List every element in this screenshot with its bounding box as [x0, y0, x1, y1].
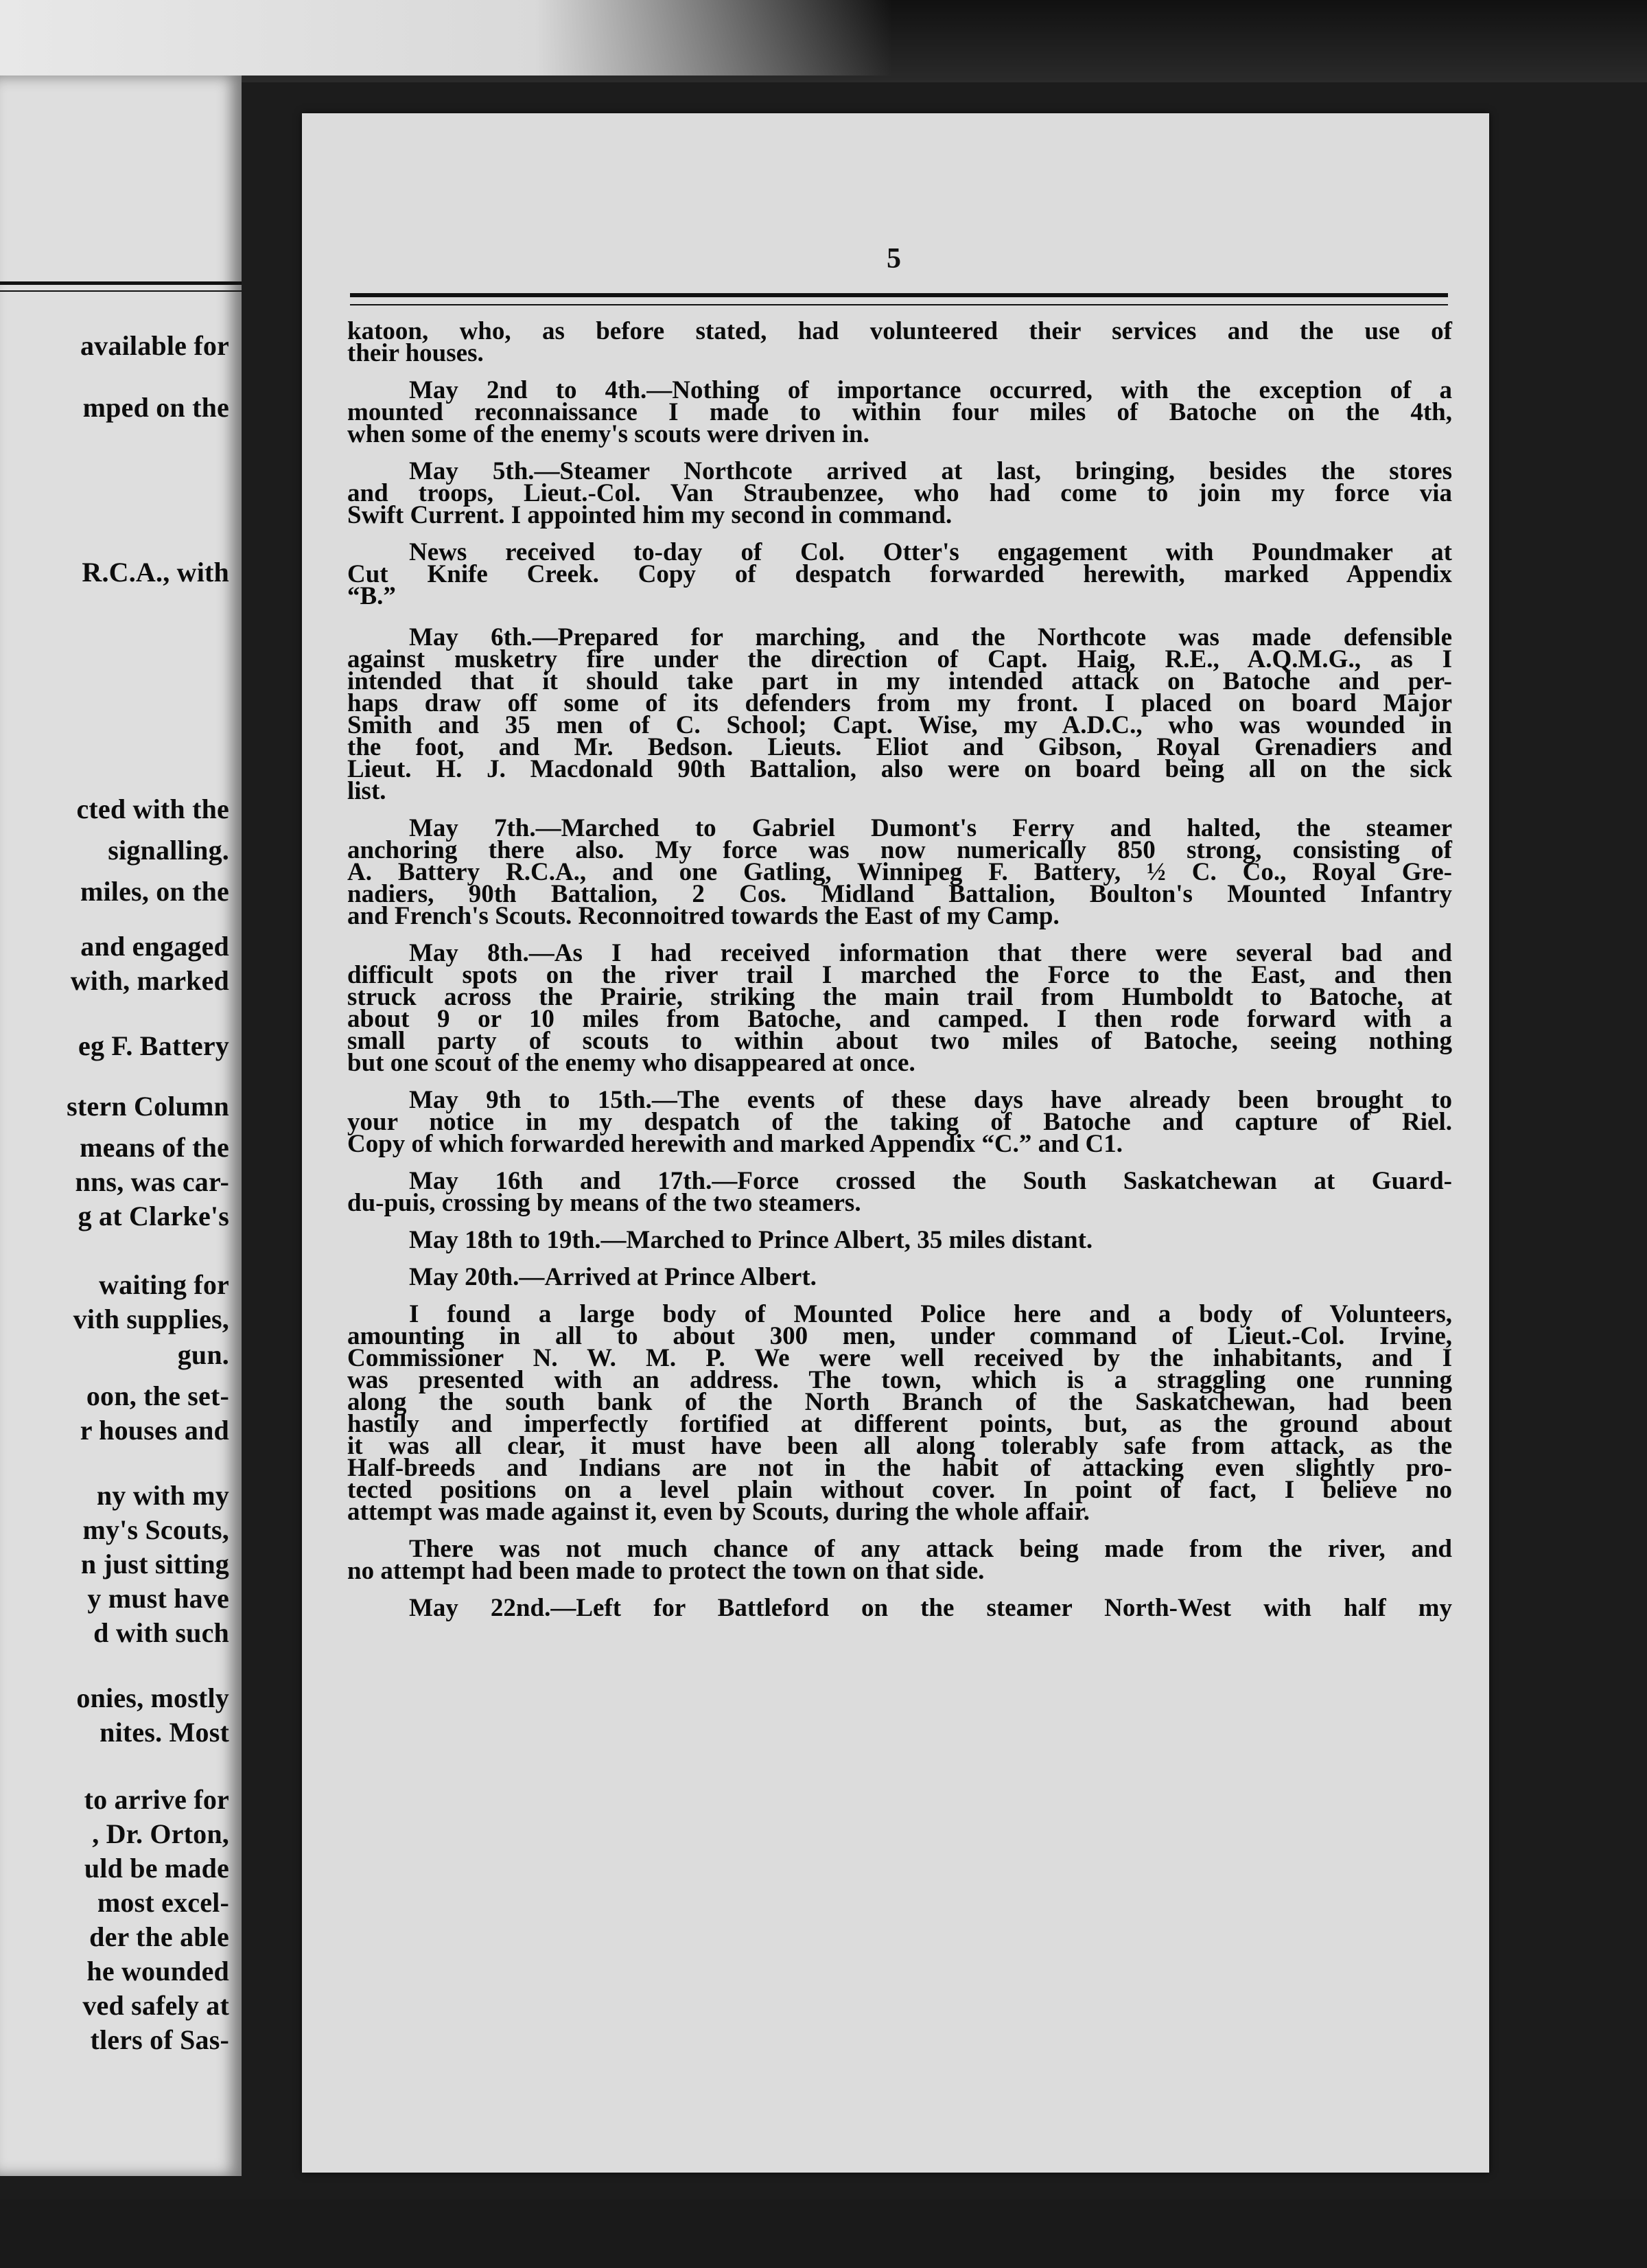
left-line: d with such — [93, 1617, 229, 1648]
text-line: attempt was made against it, even by Scouts, during the whole affair. — [347, 1498, 1090, 1526]
left-line: n just sitting — [80, 1549, 229, 1579]
left-line: waiting for — [99, 1269, 229, 1300]
left-line: available for — [80, 330, 229, 361]
left-line: stern Column — [67, 1091, 229, 1122]
text-line: Swift Current. I appointed him my second in command. — [347, 501, 953, 529]
text-line: nadiers, 90th Battalion, 2 Cos. Midland Battalion, Boulton's Mounted Infantry — [347, 880, 1452, 908]
text-line: about 9 or 10 miles from Batoche, and camped. I then rode forward with a — [347, 1005, 1452, 1033]
left-line: he wounded — [86, 1956, 229, 1987]
text-line: struck across the Prairie, striking the main trail from Humboldt to Batoche, at — [347, 983, 1452, 1011]
text-line: Copy of which forwarded herewith and marked Appendix “C.” and C1. — [347, 1130, 1123, 1158]
text-line: Commissioner N. W. M. P. We were well received by the inhabitants, and I — [347, 1344, 1452, 1372]
text-line: no attempt had been made to protect the town on that side. — [347, 1557, 985, 1585]
left-line: means of the — [80, 1132, 229, 1163]
text-line: small party of scouts to within about two miles of Batoche, seeing nothing — [347, 1027, 1452, 1055]
left-line: r houses and — [80, 1415, 229, 1446]
left-line: nns, was car- — [75, 1166, 229, 1197]
left-line: miles, on the — [80, 876, 229, 907]
left-line: with, marked — [70, 965, 229, 996]
text-line: was presented with an address. The town, which is a straggling one running — [347, 1366, 1452, 1394]
left-line: R.C.A., with — [82, 557, 229, 588]
left-line: y must have — [87, 1583, 229, 1614]
page-edge-top — [0, 0, 892, 76]
text-line: May 6th.—Prepared for marching, and the Northcote was made defensible — [409, 623, 1452, 651]
left-line: to arrive for — [84, 1784, 229, 1815]
text-line: May 22nd.—Left for Battleford on the steamer North-West with half my — [409, 1594, 1452, 1622]
text-line: it was all clear, it must have been all along tolerably safe from attack, as the — [347, 1432, 1452, 1460]
text-line: Smith and 35 men of C. School; Capt. Wise, my A.D.C., who was wounded in — [347, 711, 1452, 739]
text-line: May 5th.—Steamer Northcote arrived at last, bringing, besides the stores — [409, 457, 1452, 485]
left-line: mped on the — [82, 392, 229, 423]
text-line: the foot, and Mr. Bedson. Lieuts. Eliot and Gibson, Royal Grenadiers and — [347, 733, 1452, 761]
left-line: uld be made — [84, 1853, 229, 1884]
left-page-fragment — [0, 76, 242, 2176]
text-line: list. — [347, 777, 386, 805]
text-line: There was not much chance of any attack being made from the river, and — [409, 1535, 1452, 1563]
text-line: Half-breeds and Indians are not in the habit of attacking even slightly pro- — [347, 1454, 1452, 1482]
text-line: when some of the enemy's scouts were driven in. — [347, 420, 869, 448]
left-line: ved safely at — [82, 1990, 229, 2021]
left-line: der the able — [89, 1921, 229, 1952]
text-line: A. Battery R.C.A., and one Gatling, Winnipeg F. Battery, ½ C. Co., Royal Gre- — [347, 858, 1452, 886]
left-line: tlers of Sas- — [90, 2024, 229, 2055]
header-rule — [350, 293, 1448, 305]
text-line: News received to-day of Col. Otter's engagement with Poundmaker at — [409, 538, 1452, 566]
text-line: May 9th to 15th.—The events of these days have already been brought to — [409, 1086, 1452, 1114]
text-line: “B.” — [347, 582, 396, 610]
left-line: and engaged — [80, 931, 229, 962]
text-line: but one scout of the enemy who disappeared at once. — [347, 1049, 915, 1077]
text-line: Lieut. H. J. Macdonald 90th Battalion, also were on board being all on the sick — [347, 755, 1452, 783]
text-line: May 7th.—Marched to Gabriel Dumont's Ferry and halted, the steamer — [409, 814, 1452, 842]
text-line: difficult spots on the river trail I marched the Force to the East, and then — [347, 961, 1452, 989]
left-line: oon, the set- — [86, 1380, 229, 1411]
left-line: g at Clarke's — [78, 1201, 229, 1231]
text-line: intended that it should take part in my intended attack on Batoche and per- — [347, 667, 1452, 695]
text-line: May 2nd to 4th.—Nothing of importance occurred, with the exception of a — [409, 376, 1452, 404]
text-line: along the south bank of the North Branch of the Saskatchewan, had been — [347, 1388, 1452, 1416]
text-line: hastily and imperfectly fortified at different points, but, as the ground about — [347, 1410, 1452, 1438]
left-line: most excel- — [97, 1887, 229, 1918]
dark-background-bottom — [0, 2199, 1647, 2268]
left-line: vith supplies, — [73, 1304, 229, 1334]
text-line: against musketry fire under the direction of Capt. Haig, R.E., A.Q.M.G., as I — [347, 645, 1452, 673]
text-line: amounting in all to about 300 men, under command of Lieut.-Col. Irvine, — [347, 1322, 1452, 1350]
text-line: and troops, Lieut.-Col. Van Straubenzee, who had come to join my force via — [347, 479, 1452, 507]
text-line: Cut Knife Creek. Copy of despatch forwarded herewith, marked Appendix — [347, 560, 1452, 588]
text-line: katoon, who, as before stated, had volunteered their services and the use of — [347, 317, 1452, 345]
text-line: anchoring there also. My force was now numerically 850 strong, consisting of — [347, 836, 1452, 864]
text-line: and French's Scouts. Reconnoitred towards the East of my Camp. — [347, 902, 1060, 930]
left-line: , Dr. Orton, — [92, 1818, 229, 1849]
text-line: their houses. — [347, 339, 484, 367]
text-line: tected positions on a level plain without cover. In point of fact, I believe no — [347, 1476, 1452, 1504]
text-line: du-puis, crossing by means of the two steamers. — [347, 1189, 861, 1217]
page-number: 5 — [887, 243, 901, 275]
text-line: mounted reconnaissance I made to within four miles of Batoche on the 4th, — [347, 398, 1452, 426]
left-line: cted with the — [76, 794, 229, 824]
text-line: haps draw off some of its defenders from my front. I placed on board Major — [347, 689, 1452, 717]
document-page — [302, 113, 1489, 2173]
left-line: onies, mostly — [76, 1682, 229, 1713]
left-line: eg F. Battery — [78, 1030, 229, 1061]
left-line: gun. — [177, 1339, 229, 1370]
left-line: ny with my — [96, 1480, 229, 1511]
left-line: signalling. — [108, 835, 229, 866]
text-line: May 18th to 19th.—Marched to Prince Albert, 35 miles distant. — [409, 1226, 1093, 1254]
body-text — [347, 317, 1452, 1622]
left-line: my's Scouts, — [82, 1514, 229, 1545]
left-page-rule — [0, 281, 242, 292]
text-line: May 16th and 17th.—Force crossed the South Saskatchewan at Guard- — [409, 1167, 1452, 1195]
text-line: May 8th.—As I had received information that there were several bad and — [409, 939, 1452, 967]
text-line: your notice in my despatch of the taking of Batoche and capture of Riel. — [347, 1108, 1452, 1136]
left-line: nites. Most — [100, 1717, 229, 1748]
text-line: May 20th.—Arrived at Prince Albert. — [409, 1263, 817, 1291]
text-line: I found a large body of Mounted Police here and a body of Volunteers, — [409, 1300, 1452, 1328]
